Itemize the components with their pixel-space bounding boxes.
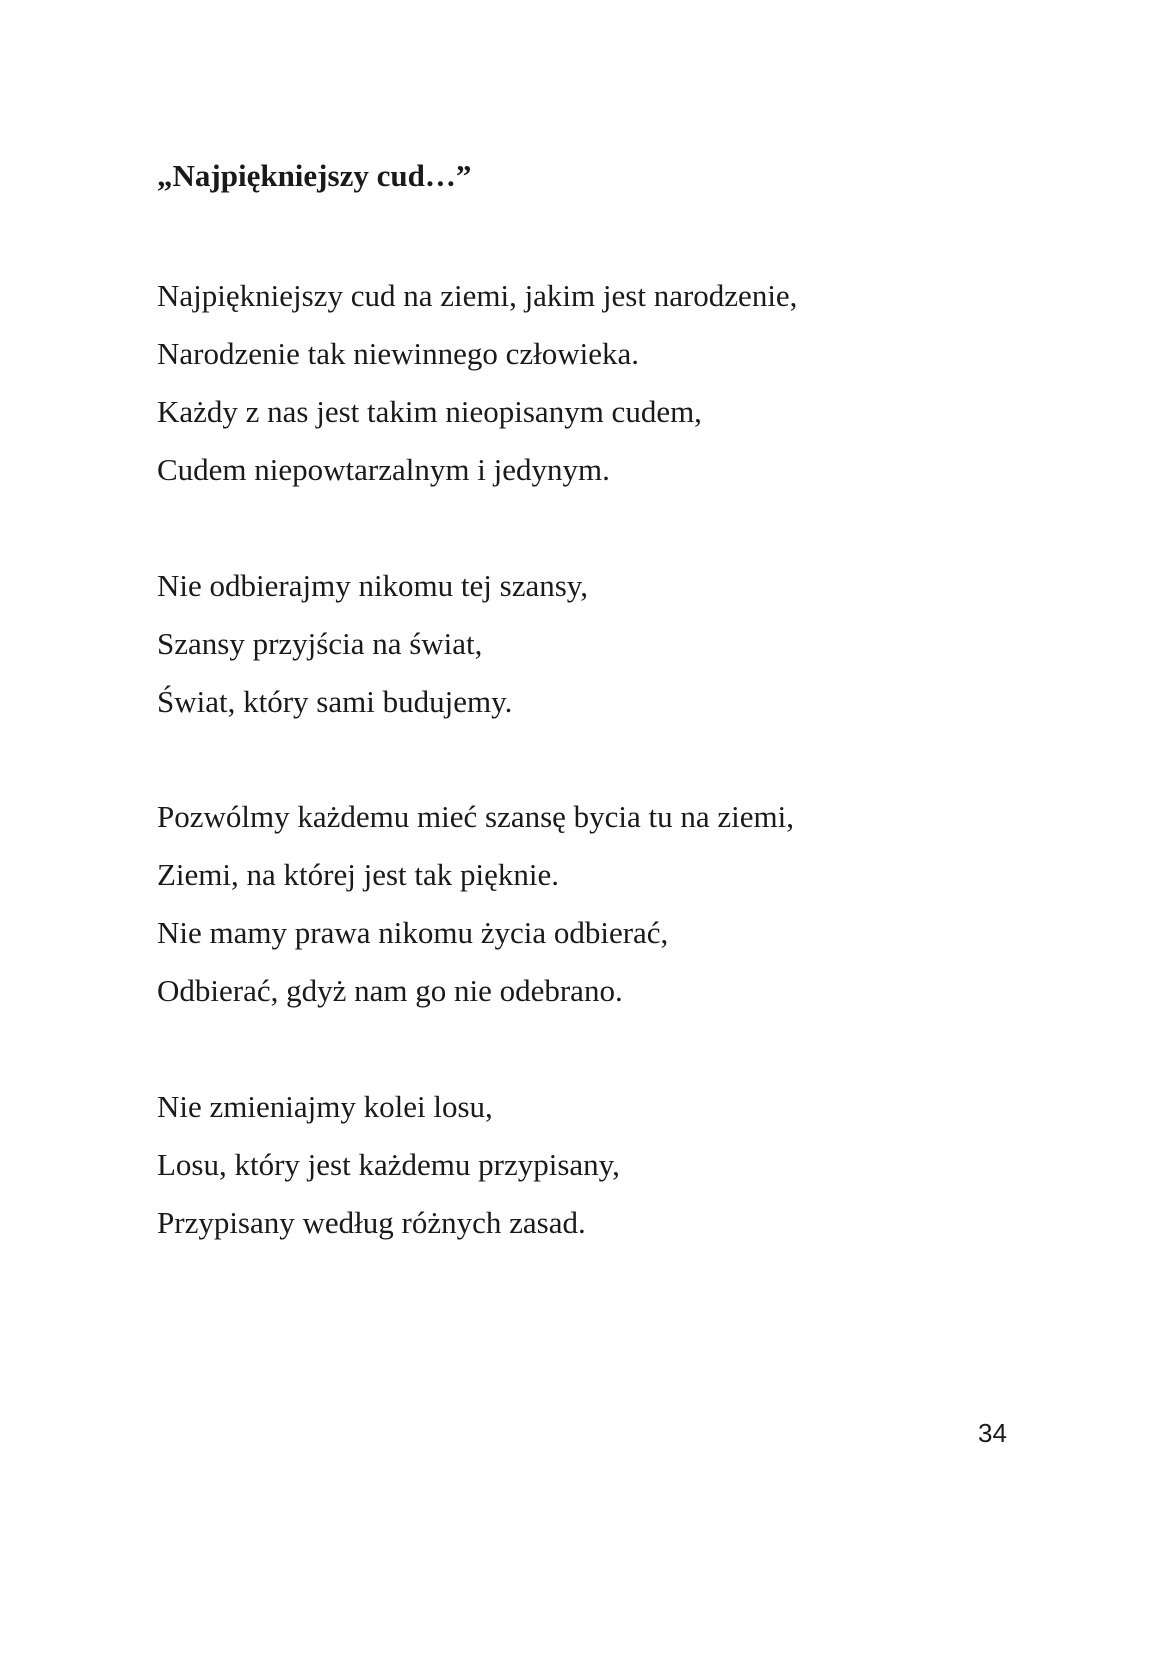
verse-line: Najpiękniejszy cud na ziemi, jakim jest narodzenie, [157,278,798,313]
verse-line: Odbierać, gdyż nam go nie odebrano. [157,973,623,1008]
verse-line: Przypisany według różnych zasad. [157,1205,586,1240]
verse-line: Pozwólmy każdemu mieć szansę bycia tu na ziemi, [157,799,795,834]
verse-line: Nie mamy prawa nikomu życia odbierać, [157,915,669,950]
page-number: 34 [978,1418,1007,1448]
poem-title: „Najpiękniejszy cud…” [157,158,472,193]
verse-line: Świat, który sami budujemy. [157,684,513,719]
stanza-2 [157,557,588,731]
verse-line: Losu, który jest każdemu przypisany, [157,1147,620,1182]
verse-line: Cudem niepowtarzalnym i jedynym. [157,452,610,487]
stanza-4 [157,1078,620,1252]
verse-line: Szansy przyjścia na świat, [157,626,483,661]
verse-line: Każdy z nas jest takim nieopisanym cudem, [157,394,702,429]
verse-line: Ziemi, na której jest tak pięknie. [157,857,560,892]
verse-line: Nie zmieniajmy kolei losu, [157,1089,493,1124]
verse-line: Nie odbierajmy nikomu tej szansy, [157,568,589,603]
stanza-3 [157,788,794,1020]
stanza-1 [157,267,797,499]
verse-line: Narodzenie tak niewinnego człowieka. [157,336,640,371]
